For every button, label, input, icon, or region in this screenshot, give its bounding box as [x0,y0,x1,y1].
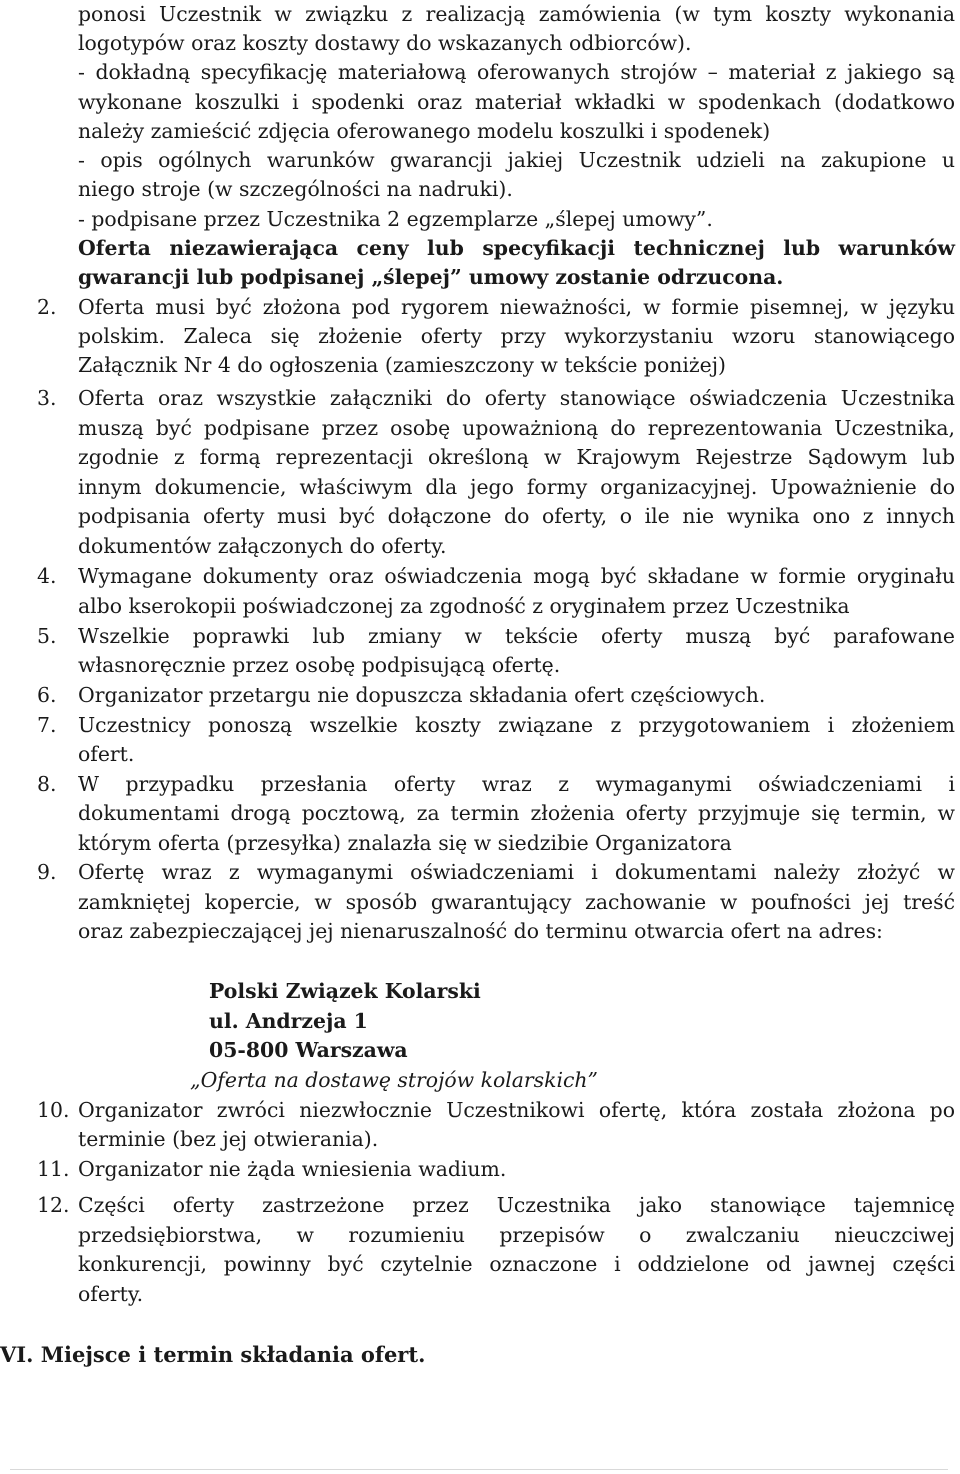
item-line: oraz zabezpieczającej jej nienaruszalność do terminu otwarcia ofert na adres: [78,919,883,943]
item-line: własnoręcznie przez osobę podpisującą ofertę. [78,653,561,677]
item-line: W przypadku przesłania oferty wraz z wymaganymi oświadczeniami i [78,772,955,796]
item-line: zgodnie z formą reprezentacji określoną w Krajowym Rejestrze Sądowym lub [78,445,955,469]
item-line: Załącznik Nr 4 do ogłoszenia (zamieszczony w tekście poniżej) [78,353,727,377]
item-number: 2. [37,295,57,319]
address-organization: Polski Związek Kolarski [209,979,481,1003]
item-line: podpisania oferty musi być dołączone do oferty, o ile nie wynika ono z innych [78,504,955,528]
item-line: zamkniętej kopercie, w sposób gwarantujący zachowanie w poufności jej treść [78,890,955,914]
item-line: Wszelkie poprawki lub zmiany w tekście oferty muszą być parafowane [78,624,955,648]
rejection-warning-line: gwarancji lub podpisanej „ślepej” umowy zostanie odrzucona. [78,265,784,289]
item-number: 4. [37,564,57,588]
intro-line: ponosi Uczestnik w związku z realizacją zamówienia (w tym koszty wykonania [78,2,955,26]
item-line: innym dokumencie, właściwym dla jego formy organizacyjnej. Upoważnienie do [78,475,955,499]
rejection-warning-line: Oferta niezawierająca ceny lub specyfikacji technicznej lub warunków [78,236,955,260]
item-line: muszą być podpisane przez osobę upoważnioną do reprezentowania Uczestnika, [78,416,955,440]
item-line: Organizator przetargu nie dopuszcza składania ofert częściowych. [78,683,766,707]
item-number: 9. [37,860,57,884]
item-line: albo kserokopii poświadczonej za zgodność z oryginałem przez Uczestnika [78,594,850,618]
item-line: Organizator zwróci niezwłocznie Uczestnikowi ofertę, która została złożona po [78,1098,955,1122]
item-number: 8. [37,772,57,796]
intro-line: niego stroje (w szczególności na nadruki). [78,177,513,201]
intro-line: - opis ogólnych warunków gwarancji jakiej Uczestnik udzieli na zakupione u [78,148,955,172]
item-line: terminie (bez jej otwierania). [78,1127,379,1151]
item-line: Organizator nie żąda wniesienia wadium. [78,1157,507,1181]
address-city: 05-800 Warszawa [209,1038,408,1062]
item-number: 5. [37,624,57,648]
intro-line: logotypów oraz koszty dostawy do wskazanych odbiorców). [78,31,692,55]
item-number: 6. [37,683,57,707]
item-number: 11. [37,1157,70,1181]
item-number: 12. [37,1193,70,1217]
item-line: dokumentami drogą pocztową, za termin złożenia oferty przyjmuje się termin, w [78,801,955,825]
item-line: Części oferty zastrzeżone przez Uczestnika jako stanowiące tajemnicę [78,1193,955,1217]
item-line: przedsiębiorstwa, w rozumieniu przepisów o zwalczaniu nieuczciwej [78,1223,955,1247]
intro-line: należy zamieścić zdjęcia oferowanego modelu koszulki i spodenek) [78,119,771,143]
item-number: 3. [37,386,57,410]
intro-line: wykonane koszulki i spodenki oraz materiał wkładki w spodenkach (dodatkowo [78,90,955,114]
item-line: polskim. Zaleca się złożenie oferty przy wykorzystaniu wzoru stanowiącego [78,324,955,348]
item-number: 10. [37,1098,70,1122]
item-line: dokumentów załączonych do oferty. [78,534,447,558]
item-line: konkurencji, powinny być czytelnie oznaczone i oddzielone od jawnej części [78,1252,955,1276]
item-line: ofert. [78,742,135,766]
intro-line: - dokładną specyfikację materiałową oferowanych strojów – materiał z jakiego są [78,60,955,84]
section-heading: VI. Miejsce i termin składania ofert. [0,1342,426,1367]
item-line: Uczestnicy ponoszą wszelkie koszty związane z przygotowaniem i złożeniem [78,713,955,737]
item-line: którym oferta (przesyłka) znalazła się w siedzibie Organizatora [78,831,732,855]
item-line: Oferta musi być złożona pod rygorem nieważności, w formie pisemnej, w języku [78,295,955,319]
item-line: Oferta oraz wszystkie załączniki do oferty stanowiące oświadczenia Uczestnika [78,386,955,410]
envelope-label: „Oferta na dostawę strojów kolarskich” [190,1068,598,1092]
item-line: Wymagane dokumenty oraz oświadczenia mogą być składane w formie oryginału [78,564,955,588]
intro-line: - podpisane przez Uczestnika 2 egzemplarze „ślepej umowy”. [78,207,713,231]
item-number: 7. [37,713,57,737]
item-line: oferty. [78,1282,144,1306]
address-street: ul. Andrzeja 1 [209,1009,368,1033]
item-line: Ofertę wraz z wymaganymi oświadczeniami i dokumentami należy złożyć w [78,860,955,884]
page-bottom-divider [10,1469,948,1470]
